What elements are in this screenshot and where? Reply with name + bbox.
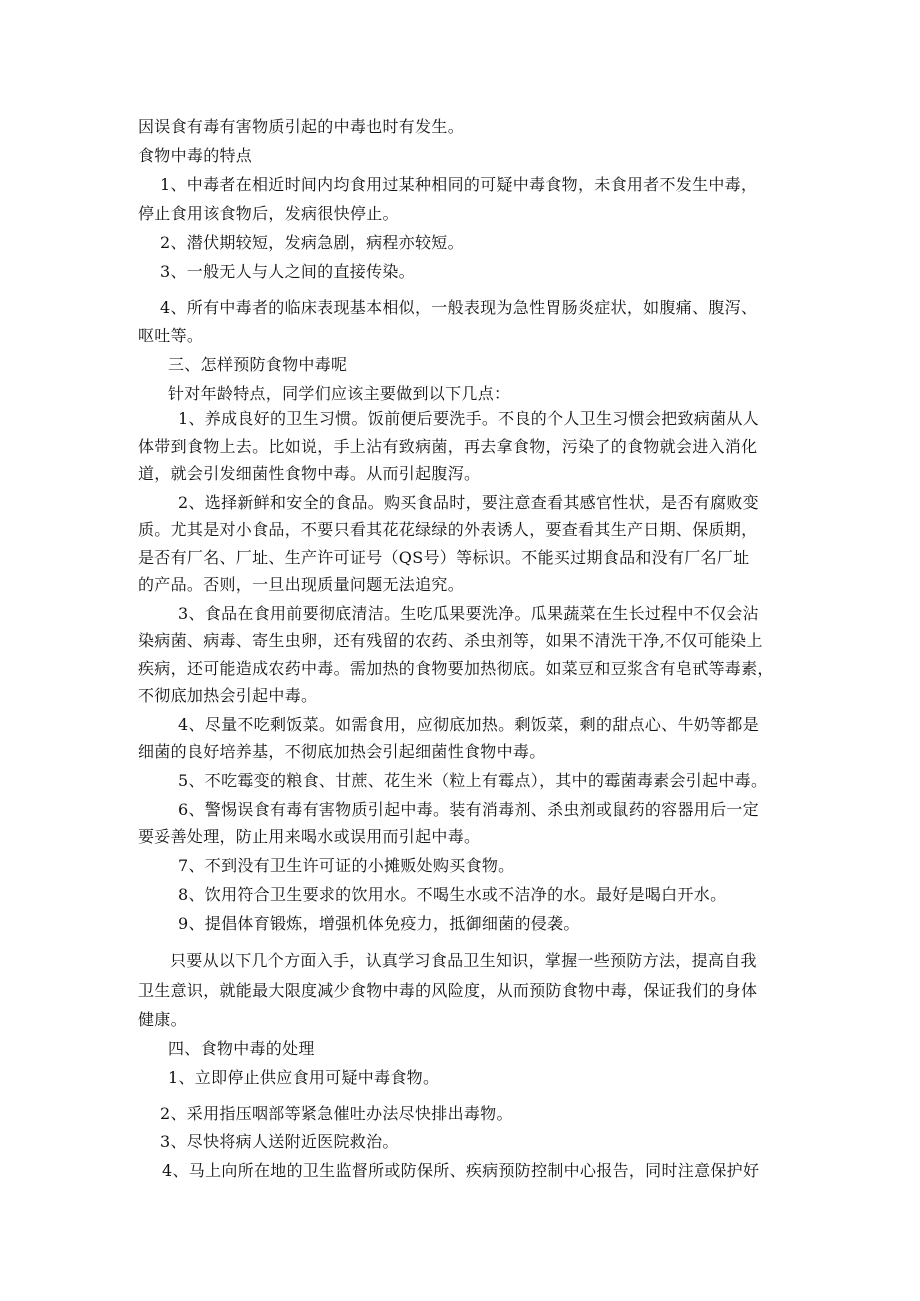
text-line: 要妥善处理，防止用来喝水或误用而引起中毒。 — [138, 827, 481, 846]
text-line: 疾病，还可能造成农药中毒。需加热的食物要加热彻底。如菜豆和豆浆含有皂甙等毒素， — [138, 659, 774, 678]
text-line: 因误食有毒有害物质引起的中毒也时有发生。 — [138, 117, 465, 136]
text-line: 1、中毒者在相近时间内均食用过某种相同的可疑中毒食物，未食用者不发生中毒， — [160, 175, 758, 194]
text-line: 1、养成良好的卫生习惯。饭前便后要洗手。不良的个人卫生习惯会把致病菌从人 — [178, 409, 759, 428]
text-line: 体带到食物上去。比如说，手上沾有致病菌，再去拿食物，污染了的食物就会进入消化 — [138, 437, 758, 456]
text-line: 的产品。否则，一旦出现质量问题无法追究。 — [138, 575, 465, 594]
section-heading: 食物中毒的特点 — [138, 146, 253, 165]
text-line: 细菌的良好培养基，不彻底加热会引起细菌性食物中毒。 — [138, 742, 546, 761]
text-line: 道，就会引发细菌性食物中毒。从而引起腹泻。 — [138, 464, 481, 483]
text-line: 4、马上向所在地的卫生监督所或防保所、疾病预防控制中心报告，同时注意保护好 — [162, 1161, 760, 1180]
text-line: 9、提倡体育锻炼，增强机体免疫力，抵御细菌的侵袭。 — [178, 914, 580, 933]
text-line: 1、立即停止供应食用可疑中毒食物。 — [168, 1068, 440, 1087]
text-line: 只要从以下几个方面入手，认真学习食品卫生知识，掌握一些预防方法，提高自我 — [170, 951, 757, 970]
text-line: 7、不到没有卫生许可证的小摊贩处购买食物。 — [178, 856, 515, 875]
text-line: 3、食品在食用前要彻底清洁。生吃瓜果要洗净。瓜果蔬菜在生长过程中不仅会沾 — [178, 604, 759, 623]
text-line: 染病菌、病毒、寄生虫卵，还有残留的农药、杀虫剂等，如果不清洗干净,不仅可能染上 — [138, 631, 763, 650]
text-line: 2、潜伏期较短，发病急剧，病程亦较短。 — [160, 233, 464, 252]
text-line: 质。尤其是对小食品，不要只看其花花绿绿的外表诱人，要查看其生产日期、保质期， — [138, 520, 758, 539]
text-line: 3、尽快将病人送附近医院救治。 — [160, 1132, 399, 1151]
text-line: 3、一般无人与人之间的直接传染。 — [160, 262, 415, 281]
text-line: 2、选择新鲜和安全的食品。购买食品时，要注意查看其感官性状，是否有腐败变 — [178, 493, 759, 512]
text-line: 4、所有中毒者的临床表现基本相似，一般表现为急性胃肠炎症状，如腹痛、腹泻、 — [160, 298, 758, 317]
text-line: 5、不吃霉变的粮食、甘蔗、花生米（粒上有霉点），其中的霉菌毒素会引起中毒。 — [178, 771, 768, 790]
text-line: 卫生意识，就能最大限度减少食物中毒的风险度，从而预防食物中毒，保证我们的身体 — [138, 981, 758, 1000]
section-heading: 四、食物中毒的处理 — [168, 1039, 315, 1058]
text-line: 4、尽量不吃剩饭菜。如需食用，应彻底加热。剩饭菜，剩的甜点心、牛奶等都是 — [178, 715, 759, 734]
text-line: 健康。 — [138, 1010, 187, 1029]
text-line: 8、饮用符合卫生要求的饮用水。不喝生水或不洁净的水。最好是喝白开水。 — [178, 885, 727, 904]
text-line: 呕吐等。 — [138, 326, 204, 345]
text-line: 2、采用指压咽部等紧急催吐办法尽快排出毒物。 — [160, 1104, 513, 1123]
text-line: 针对年龄特点，同学们应该主要做到以下几点： — [168, 384, 511, 403]
text-line: 6、警惕误食有毒有害物质引起中毒。装有消毒剂、杀虫剂或鼠药的容器用后一定 — [178, 800, 759, 819]
text-line: 不彻底加热会引起中毒。 — [138, 686, 318, 705]
section-heading: 三、怎样预防食物中毒呢 — [168, 355, 348, 374]
text-line: 停止食用该食物后，发病很快停止。 — [138, 204, 399, 223]
text-line: 是否有厂名、厂址、生产许可证号（QS号）等标识。不能买过期食品和没有厂名厂址 — [138, 548, 750, 567]
